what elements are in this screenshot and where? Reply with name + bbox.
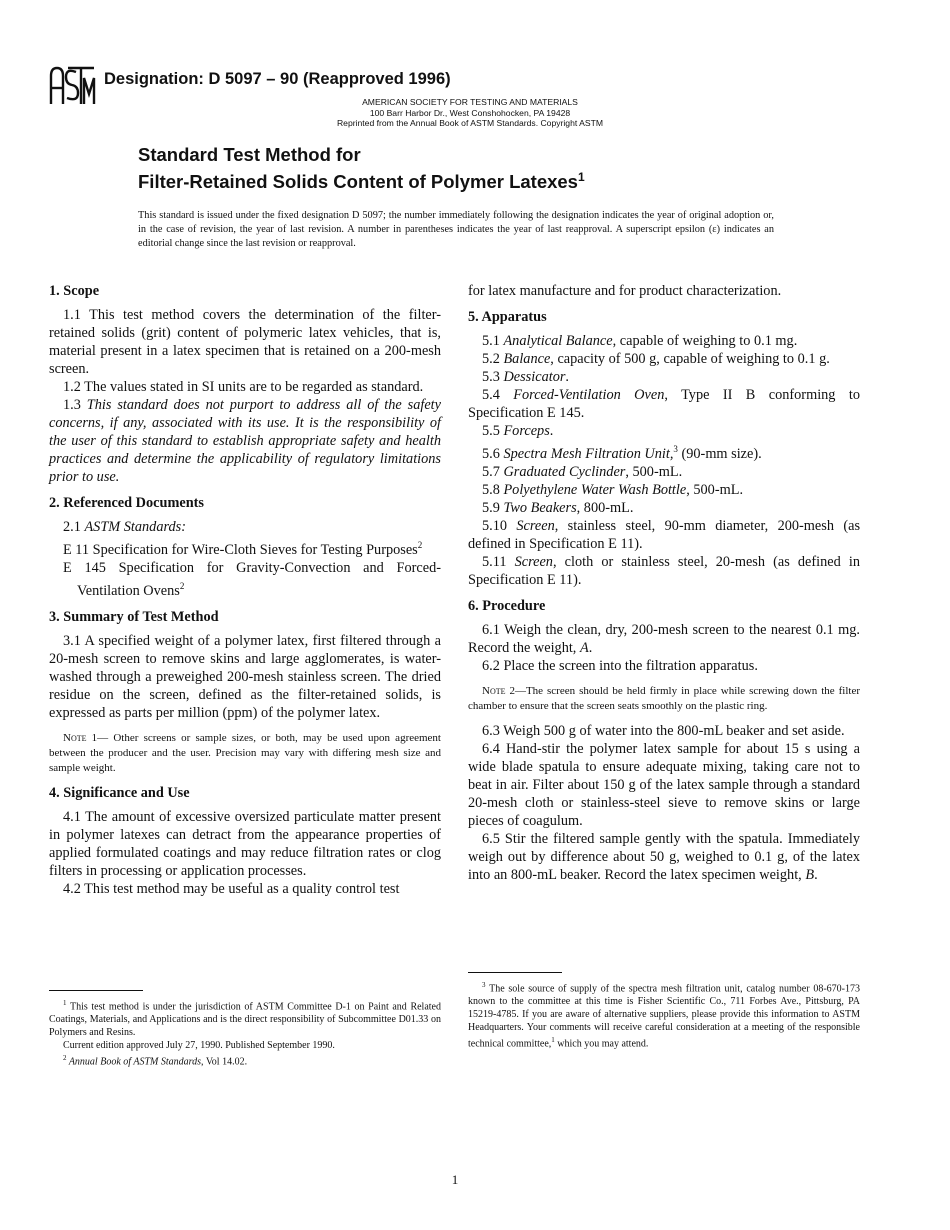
apparatus-item: 5.7 Graduated Cyclinder, 500-mL. <box>482 463 683 480</box>
apparatus-item: 5.11 Screen, cloth or stainless steel, 20-mesh (as defined in Specification E 11). <box>468 553 860 588</box>
section-heading-apparatus: 5. Apparatus <box>468 309 547 325</box>
astm-logo-icon <box>48 64 96 108</box>
para-4-2-continued: for latex manufacture and for product characterization. <box>468 283 782 299</box>
document-title <box>138 144 585 193</box>
apparatus-item: 5.10 Screen, stainless steel, 90-mm diameter, 200-mesh (as defined in Specification E 11). <box>468 517 861 552</box>
apparatus-item: 5.8 Polyethylene Water Wash Bottle, 500-mL. <box>482 481 744 498</box>
note-1: Note 1— Other screens or sample sizes, or both, may be used upon agreement between the producer and the user. Precision may vary with differing mesh size and sample weight. <box>49 731 441 774</box>
section-heading-scope: 1. Scope <box>49 283 100 299</box>
para-4-2: 4.2 This test method may be useful as a quality control test <box>63 880 400 897</box>
apparatus-item: 5.9 Two Beakers, 800-mL. <box>482 499 634 516</box>
footnote-rule <box>468 972 562 973</box>
footnote-1-edition: Current edition approved July 27, 1990. Published September 1990. <box>63 1040 335 1052</box>
right-column <box>468 282 860 884</box>
org-address: 100 Barr Harbor Dr., West Conshohocken, PA 19428 <box>369 107 571 118</box>
footnote-3: $^3$ The sole source of supply of the spectra mesh filtration unit, catalog number 08-670-173 known to the committee at this time is Fisher Scientific Co., 711 Forbes Ave., Pittsburg, PA 15219-4785. If you are aware of alternative suppliers, please provide this information to ASTM Headquarters. Your comments will receive careful consideration at a meeting of the responsible technical committee,$^1$ which you may attend. <box>468 981 860 1050</box>
publisher-info <box>300 97 640 129</box>
para-2-1: 2.1 ASTM Standards: <box>63 519 186 535</box>
footnote-rule <box>49 990 143 991</box>
footnote-ref[interactable]: 3 <box>673 444 678 454</box>
section-heading-summary: 3. Summary of Test Method <box>49 608 219 625</box>
apparatus-item: 5.2 Balance, capacity of 500 g, capable of weighing to 0.1 g. <box>482 351 830 367</box>
note-2: Note 2—The screen should be held firmly in place while screwing down the filter chamber to ensure that the screen seats smoothly on the plastic ring. <box>468 684 860 712</box>
ref-e145: E 145 Specification for Gravity-Convection and Forced-Ventilation Ovens$^2$ <box>63 559 441 599</box>
apparatus-item: 5.5 Forceps. <box>482 423 554 439</box>
footnote-1: $^1$ This test method is under the jurisdiction of ASTM Committee D-1 on Paint and Related Coatings, Materials, and Applications and is the direct responsibility of Subcommittee D01.33 on Polymers and Resins. <box>49 999 441 1039</box>
apparatus-item: 5.1 Analytical Balance, capable of weighing to 0.1 mg. <box>482 333 798 349</box>
para-6-5: 6.5 Stir the filtered sample gently with the spatula. Immediately weigh out by difference about 50 g, weighed to 0.1 g, of the latex into an 800-mL beaker. Record the latex specimen weight, B. <box>468 830 860 883</box>
astm-logo <box>48 64 96 108</box>
para-1-3: 1.3 This standard does not purport to address all of the safety concerns, if any, associated with its use. It is the responsibility of the user of this standard to establish appropriate safety and health practices and determine the applicability of regulatory limitations prior to use. <box>49 397 441 485</box>
para-6-1: 6.1 Weigh the clean, dry, 200-mesh screen to the nearest 0.1 mg. Record the weight, A. <box>468 621 860 656</box>
apparatus-item: 5.3 Dessicator. <box>482 369 569 385</box>
page-number: 1 <box>451 1172 459 1187</box>
footnotes-left <box>49 990 441 1069</box>
section-heading-significance: 4. Significance and Use <box>49 784 190 801</box>
para-6-4: 6.4 Hand-stir the polymer latex sample for about 15 s using a wide blade spatula to ensure adequate mixing, taking care not to beat in air. Filter about 150 g of the latex sample through a standard 20-mesh cloth or stainless-steel sieve to remove skins or large pieces of coagulum. <box>468 740 860 829</box>
section-heading-procedure: 6. Procedure <box>468 597 546 614</box>
para-6-3: 6.3 Weigh 500 g of water into the 800-mL beaker and set aside. <box>482 722 845 739</box>
title-line-2: Filter-Retained Solids Content of Polymer Latexes$^1$ <box>138 170 585 193</box>
org-name: AMERICAN SOCIETY FOR TESTING AND MATERIALS <box>362 97 578 107</box>
footnote-2: $^2$ Annual Book of ASTM Standards, Vol 14.02. <box>63 1054 248 1068</box>
reprint-note: Reprinted from the Annual Book of ASTM Standards. Copyright ASTM <box>336 118 604 129</box>
para-3-1: 3.1 A specified weight of a polymer latex, first filtered through a 20-mesh screen to remove skins and large agglomerates, is water-washed through a preweighed 200-mesh stainless screen. The dried residue on the screen, defined as the filter-retained solids, is expressed as parts per million (ppm) of the polymer latex. <box>49 632 441 721</box>
title-footnote-ref[interactable]: 1 <box>577 170 585 184</box>
issuance-note: This standard is issued under the fixed designation D 5097; the number immediately following the designation indicates the year of original adoption or, in the case of revision, the year of last revision. A number in parentheses indicates the year of last reapproval. A superscript epsilon (ε) indicates an editorial change since the last revision or reapproval. <box>138 210 774 249</box>
apparatus-item: 5.6 Spectra Mesh Filtration Unit,$^3$ (90-mm size). <box>482 444 762 462</box>
ref-e11: E 11 Specification for Wire-Cloth Sieves for Testing Purposes$^2$ <box>63 540 423 558</box>
left-column <box>49 282 441 898</box>
footnotes-right <box>468 972 860 1051</box>
para-1-2: 1.2 The values stated in SI units are to be regarded as standard. <box>63 379 424 395</box>
para-6-2: 6.2 Place the screen into the filtration apparatus. <box>482 657 758 674</box>
title-line-1: Standard Test Method for <box>138 144 361 165</box>
apparatus-list <box>468 332 860 589</box>
apparatus-item: 5.4 Forced-Ventilation Oven, Type II B conforming to Specification E 145. <box>468 387 860 421</box>
designation: Designation: D 5097 – 90 (Reapproved 1996) <box>104 70 451 88</box>
para-4-1: 4.1 The amount of excessive oversized particulate matter present in polymer latexes can detract from the appearance properties of applied formulated coatings and may reduce filtration rates or clog filters in processing or application processes. <box>49 808 441 879</box>
para-1-1: 1.1 This test method covers the determination of the filter-retained solids (grit) content of polymeric latex vehicles, that is, material present in a latex specimen that is retained on a 200-mesh screen. <box>49 307 441 377</box>
section-heading-referenced-documents: 2. Referenced Documents <box>49 495 204 511</box>
